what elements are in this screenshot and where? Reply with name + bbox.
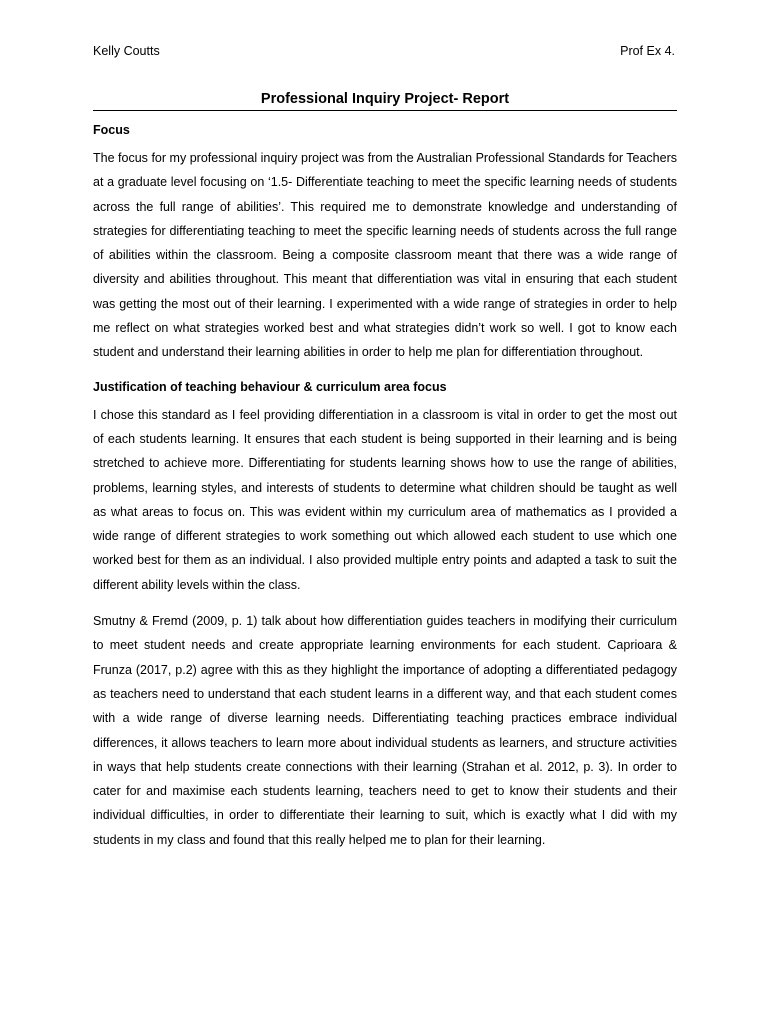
paragraph-focus: The focus for my professional inquiry project was from the Australian Professional Standards for Teachers at a graduate level focusing on ‘1.5- Differentiate teaching to meet the specific learning needs of students across the full range of abilities’. This required me to demonstrate knowledge and understanding of strategies for differentiating teaching to meet the specific learning needs of students across the full range of abilities within the classroom. Being a composite classroom meant that there was a wide range of diversity and abilities throughout. This meant that differentiation was vital in ensuring that each student was getting the most out of their learning. I experimented with a wide range of strategies in order to help me reflect on what strategies worked best and what strategies didn’t work so well. I got to know each student and understand their learning abilities in order to help me plan for differentiation throughout. <box>93 151 677 360</box>
title-underline <box>93 110 677 111</box>
paragraph-justification-1: I chose this standard as I feel providing differentiation in a classroom is vital in order to get the most out of each students learning. It ensures that each student is being supported in their learning and is being stretched to achieve more. Differentiating for students learning shows how to use the range of abilities, problems, learning styles, and interests of students to determine what children should be taught as well as what areas to focus on. This was evident within my curriculum area of mathematics as I provided a wide range of different strategies to work something out which allowed each student to use which one worked best for them as an individual. I also provided multiple entry points and adapted a task to suit the different ability levels within the class. <box>93 407 677 592</box>
document-body <box>93 120 677 860</box>
section-heading-justification: Justification of teaching behaviour & curriculum area focus <box>93 379 447 394</box>
title-block <box>93 89 677 109</box>
section-heading-focus: Focus <box>93 123 130 137</box>
header-course: Prof Ex 4. <box>620 44 675 58</box>
page-header <box>93 42 675 60</box>
document-title: Professional Inquiry Project- Report <box>260 91 510 107</box>
header-author: Kelly Coutts <box>93 44 160 58</box>
paragraph-justification-2: Smutny & Fremd (2009, p. 1) talk about how differentiation guides teachers in modifying their curriculum to meet student needs and create appropriate learning environments for each student. Caprioara & Frunza (2017, p.2) agree with this as they highlight the importance of adopting a differentiated pedagogy as teachers need to understand that each student learns in a different way, and that each student comes with a wide range of diverse learning needs. Differentiating teaching practices embrace individual differences, it allows teachers to learn more about individual students as learners, and structure activities in ways that help students create connections with their learning (Strahan et al. 2012, p. 3). In order to cater for and maximise each students learning, teachers need to get to know their students and their individual difficulties, in order to differentiate their learning to suit, which is exactly what I did with my students in my class and found that this really helped me to plan for their learning. <box>93 614 677 847</box>
